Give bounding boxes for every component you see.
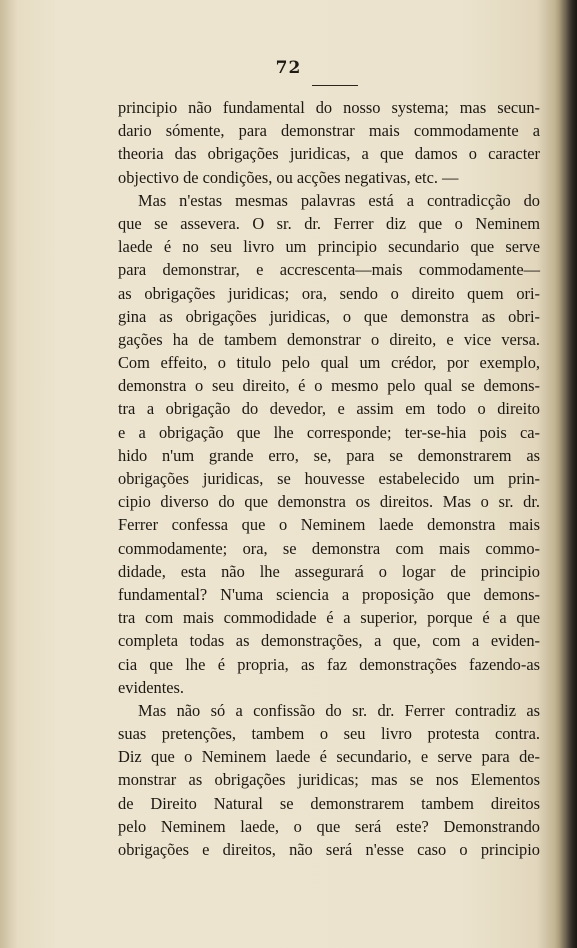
text-line: fundamental? N'uma sciencia a proposição que demons-	[118, 584, 540, 604]
text-line: objectivo de condições, ou acções negativas, etc. —	[118, 167, 459, 187]
text-line: Mas não só a confissão do sr. dr. Ferrer contradiz as	[138, 700, 540, 720]
text-line: Ferrer confessa que o Neminem laede demonstra mais	[118, 515, 540, 535]
text-line: suas pretenções, tambem o seu livro protesta contra.	[118, 724, 540, 744]
text-line: monstrar as obrigações juridicas; mas se nos Elementos	[118, 770, 540, 790]
page-number-rule	[312, 85, 358, 86]
text-line: completa todas as demonstrações, a que, com a eviden-	[118, 631, 540, 651]
text-line: de Direito Natural se demonstrarem tambem direitos	[118, 793, 540, 813]
text-line: gações ha de tambem demonstrar o direito, e vice versa.	[118, 329, 540, 349]
text-line: laede é no seu livro um principio secundario que serve	[118, 237, 540, 257]
text-line: didade, esta não lhe assegurará o logar de principio	[118, 561, 540, 581]
text-line: obrigações juridicas, se houvesse estabelecido um prin-	[118, 469, 540, 488]
text-line: para demonstrar, e accrescenta—mais commodamente—	[118, 260, 540, 280]
text-line: Com effeito, o titulo pelo qual um crédor, por exemplo,	[118, 353, 540, 373]
body-text	[118, 96, 540, 861]
text-line: obrigações e direitos, não será n'esse caso o principio	[118, 840, 540, 859]
text-line: evidentes.	[118, 677, 184, 697]
text-line: Diz que o Neminem laede é secundario, e serve para de-	[118, 747, 540, 767]
text-line: dario sómente, para demonstrar mais commodamente a	[118, 121, 540, 141]
text-line: theoria das obrigações juridicas, a que damos o caracter	[118, 144, 540, 164]
text-line: cipio diverso do que demonstra os direitos. Mas o sr. dr.	[118, 492, 540, 512]
text-line: gina as obrigações juridicas, o que demonstra as obri-	[118, 306, 540, 326]
text-line: demonstra o seu direito, é o mesmo pelo qual se demons-	[118, 376, 540, 396]
text-line: que se assevera. O sr. dr. Ferrer diz que o Neminem	[118, 213, 540, 233]
book-spine-shadow	[555, 0, 577, 948]
text-line: tra a obrigação do devedor, e assim em todo o direito	[118, 399, 540, 419]
text-line: hido n'um grande erro, se, para se demonstrarem as	[118, 445, 540, 465]
text-line: tra com mais commodidade é a superior, porque é a que	[118, 608, 540, 628]
text-line: as obrigações juridicas; ora, sendo o direito quem ori-	[118, 283, 540, 303]
text-line: principio não fundamental do nosso systema; mas secun-	[118, 98, 540, 117]
page-number: 72	[275, 58, 302, 78]
text-line: cia que lhe é propria, as faz demonstrações fazendo-as	[118, 654, 540, 674]
text-line: Mas n'estas mesmas palavras está a contradicção do	[138, 190, 540, 210]
text-line: e a obrigação que lhe corresponde; ter-se-hia pois ca-	[118, 422, 540, 442]
text-line: pelo Neminem laede, o que será este? Demonstrando	[118, 816, 540, 836]
text-line: commodamente; ora, se demonstra com mais commo-	[118, 538, 540, 558]
